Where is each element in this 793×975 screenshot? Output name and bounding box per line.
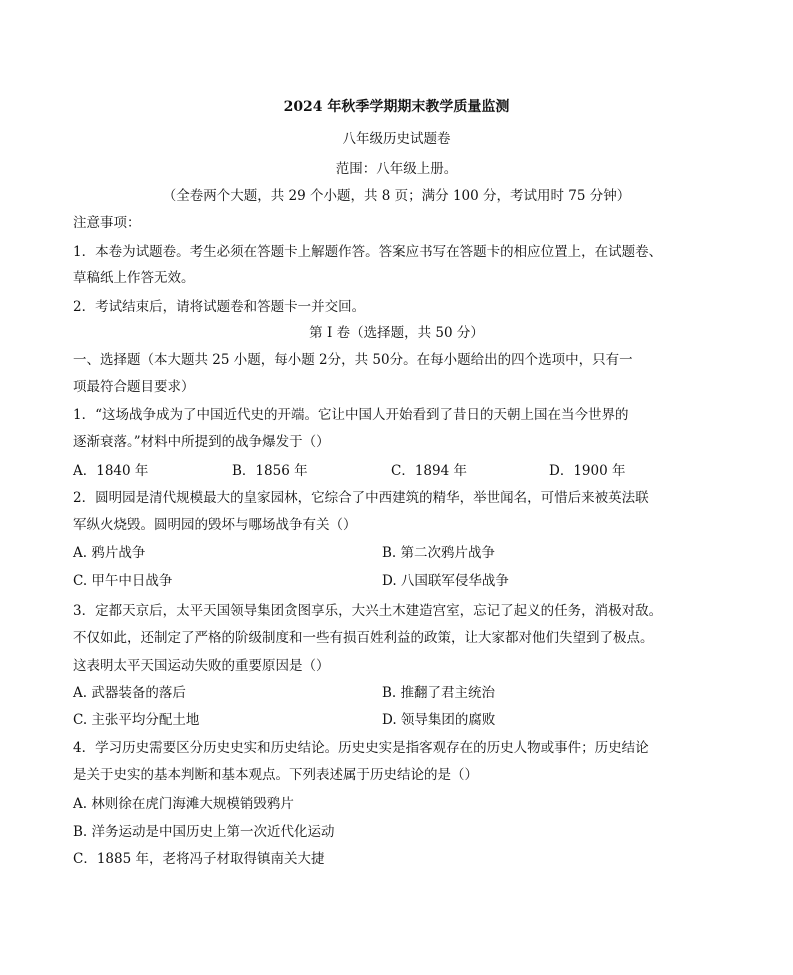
question-2-option-d: D. 八国联军侵华战争 (382, 573, 509, 589)
question-1-option-c: C．1894 年 (391, 463, 467, 479)
question-4-line-1: 4．学习历史需要区分历史史实和历史结论。历史史实是指客观存在的历史人物或事件；历史结论 (73, 740, 649, 756)
question-3-line-2: 不仅如此，还制定了严格的阶级制度和一些有损百姓利益的政策，让大家都对他们失望到了极点。 (73, 630, 654, 646)
question-3-line-3: 这表明太平天国运动失败的重要原因是（） (73, 658, 330, 674)
question-3-line-1: 3．定都天京后，太平天国领导集团贪图享乐，大兴土木建造宫室，忘记了起义的任务，消极对敌。 (73, 603, 663, 619)
exam-info: （全卷两个大题，共 29 个小题，共 8 页；满分 100 分，考试用时 75 分钟） (162, 188, 631, 204)
question-4-option-a: A. 林则徐在虎门海滩大规模销毁鸦片 (73, 796, 294, 812)
question-3-option-c: C. 主张平均分配土地 (73, 712, 200, 728)
question-1-line-1: 1．“这场战争成为了中国近代史的开端。它让中国人开始看到了昔日的天朝上国在当今世界的 (73, 407, 629, 423)
question-2-line-1: 2．圆明园是清代规模最大的皇家园林，它综合了中西建筑的精华，举世闻名，可惜后来被英法联 (73, 490, 649, 506)
question-2-line-2: 军纵火烧毁。圆明园的毁坏与哪场战争有关（） (73, 517, 357, 533)
question-2-option-b: B. 第二次鸦片战争 (382, 545, 496, 561)
question-4-option-c: C．1885 年，老将冯子材取得镇南关大捷 (73, 851, 325, 867)
exam-scope: 范围：八年级上册。 (335, 161, 458, 177)
question-3-option-d: D. 领导集团的腐败 (382, 712, 496, 728)
question-3-option-a: A. 武器装备的落后 (73, 685, 186, 701)
notice-item-2: 2．考试结束后，请将试题卷和答题卡一并交回。 (73, 299, 366, 315)
exam-title: 2024 年秋季学期期末教学质量监测 (283, 99, 510, 115)
question-1-option-d: D．1900 年 (549, 463, 626, 479)
question-4-option-b: B. 洋务运动是中国历史上第一次近代化运动 (73, 824, 335, 840)
section-intro-line-2: 项最符合题目要求） (73, 379, 195, 395)
section-intro-line-1: 一、选择题（本大题共 25 小题，每小题 2分，共 50分。在每小题给出的四个选项中，只有一 (73, 352, 633, 368)
notice-item-1-line-2: 草稿纸上作答无效。 (73, 270, 195, 286)
notice-heading: 注意事项： (73, 215, 141, 231)
exam-subtitle: 八年级历史试题卷 (342, 131, 451, 147)
question-1-line-2: 逐渐衰落。”材料中所提到的战争爆发于（） (73, 434, 330, 450)
question-2-option-a: A. 鸦片战争 (73, 545, 146, 561)
question-2-option-c: C. 甲午中日战争 (73, 573, 173, 589)
question-3-option-b: B. 推翻了君主统治 (382, 685, 496, 701)
question-1-option-a: A．1840 年 (73, 463, 149, 479)
notice-item-1-line-1: 1．本卷为试题卷。考生必须在答题卡上解题作答。答案应书写在答题卡的相应位置上，在试题卷、 (73, 244, 663, 260)
section-title: 第 I 卷（选择题，共 50 分） (309, 325, 484, 341)
question-1-option-b: B．1856 年 (232, 463, 308, 479)
question-4-line-2: 是关于史实的基本判断和基本观点。下列表述属于历史结论的是（） (73, 767, 478, 783)
